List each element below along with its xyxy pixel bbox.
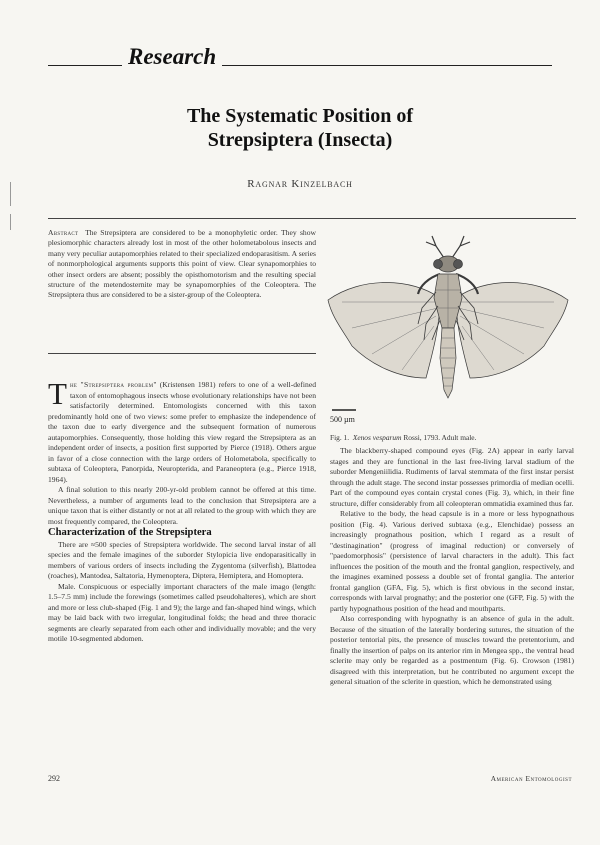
right-paragraph-1: The blackberry-shaped compound eyes (Fig. 2A) appear in early larval stages and they are functional in the last free-living larval stadium of the suborder Mengeniilidia. Rudiments of larval stemmata of the first instar persist through the adult stage. The second instar possesses primordia of median ocelli. Part of the compound eyes contain crystal cones (Fig. 3), which, in their fine structure, differ considerably from all coleopteran ommatidia examined thus far.: [330, 446, 574, 508]
intro-text: (Kristensen 1981) refers to one of a well-defined taxon of entomophagous insects whose evolutionary relationships have not been satisfactorily determined. Entomologists concerned with this taxon predominantly hold one of two views: some prefer to emphasize the independence of the taxon due to early divergence and the subsequent formation of numerous autapomorphies. Consequently, those holding this view regard the Strepsiptera as an independent order of insects, a position first supported by Pierce (1918). Others argue in favor of a close connection with the large orders of Holometabola, specifically to subtaxa of Coleoptera, Panorpida, Neuropterida, and Paraneoptera (e.g., Pierce 1918, 1964).: [48, 380, 316, 484]
paragraph-4: Male. Conspicuous or especially important characters of the male imago (length: 1.5–7.5 mm) include the forewings (sometimes called pseudohalteres), which are short and more or less club-shaped (Fig. 1 and 9); the large and fan-shaped hind wings, which may be laid back with two irregular, longitudinal folds; the head and three thoracic segments are clearly separated from each other and individually movable; and the very motile 10-segmented abdomen.: [48, 581, 316, 643]
left-antenna: [426, 236, 444, 258]
author-name: Ragnar Kinzelbach: [247, 178, 353, 190]
scan-mark: [10, 214, 11, 230]
scale-label: 500 µm: [330, 415, 355, 424]
paragraph-2: A final solution to this nearly 200-yr-old problem cannot be offered at this time. Nevertheless, a number of arguments lead to the conclusion that Strepsiptera are a unique taxon that is either distantly or not at all related to the group with which they are most frequently compared, the Coleoptera.: [48, 485, 316, 526]
insect-illustration: [328, 236, 568, 398]
caption-prefix: Fig. 1.: [330, 433, 350, 442]
right-hind-wing: [456, 283, 568, 379]
right-column: [330, 446, 574, 688]
scan-mark: [10, 182, 11, 206]
right-paragraph-2: Relative to the body, the head capsule is in a more or less hypognathous position (Fig. 4). Various derived subtaxa (e.g., Elenchidae) possess an increasingly prognathous position, which I regard as a result of "destinagination" (progress of imaginal reduction) or conversely of "paedomorphosis" (persistence of larval characters in the adult). This fact influences the position of the mouth and the frontal ganglion, respectively, and the imagines examined possess a double set of frontal ganglia. The anterior frontal ganglion (GFA, Fig. 5), which is first obvious in the second instar, corresponds with larval prognathy; and the posterior one (GFP, Fig. 5) with the partly hypognathous position of the head and mouthparts.: [330, 509, 574, 613]
figure-caption: [330, 433, 570, 442]
left-hind-wing: [328, 283, 440, 379]
abstract-text: The Strepsiptera are considered to be a monophyletic order. They show plesiomorphic characters already lost in most of the other holometabolous insects and many very peculiar autapomorphies related to their specialized endoparasitism. A series of nonmorphological arguments supports this point of view. Clear synapomorphies to other insect orders are absent; possibly the opisthomotorism and the resulting special structure of the metendosternite may be synapomorphies of the Coleoptera. The Strepsiptera thus are considered to be a sister-group of the Coleoptera.: [48, 228, 316, 300]
abstract: [48, 228, 316, 301]
article-title: [90, 104, 510, 152]
right-paragraph-3: Also corresponding with hypognathy is an absence of gula in the adult. Because of the situation of the laterally bordering sutures, the situation of the posterior tentorial pits, the presence of muscles toward the pretentorium, and finally the insertion of palps on its anterior rim in Mengea spp., the ventral head sclerite may only be regarded as a postmentum (Fig. 6). Crowson (1981) disagreed with this interpretation, but he contributed no argument except the general situation of the sclerite in question, which he demonstrated using: [330, 614, 574, 686]
caption-species: Xenos vesparum: [352, 433, 402, 442]
paragraph-3: There are ≈500 species of Strepsiptera worldwide. The second larval instar of all species and the female imagines of the suborder Stylopicia live endoparasitically in members of various orders of insects including the Zygentoma (silverfish), Blattodea (roaches), Mantodea, Saltatoria, Hymenoptera, Diptera, Hemiptera, and Homoptera.: [48, 539, 316, 580]
left-column: [48, 376, 316, 645]
section-header: [0, 44, 600, 84]
title-line-2: Strepsiptera (Insecta): [207, 129, 393, 151]
caption-rest: Rossi, 1793. Adult male.: [403, 433, 477, 442]
top-divider: [48, 218, 576, 219]
section-label: Research: [122, 44, 222, 70]
section-heading: Characterization of the Strepsiptera: [48, 527, 212, 538]
insect-abdomen: [440, 328, 456, 398]
intro-paragraph: [48, 376, 316, 485]
xenos-figure: [322, 228, 574, 428]
journal-name: American Entomologist: [490, 774, 572, 783]
intro-lead: he "Strepsiptera problem": [69, 380, 157, 389]
right-antenna: [452, 236, 470, 258]
page-number: 292: [48, 774, 60, 783]
abstract-lead: Abstract: [48, 228, 79, 237]
abstract-divider: [48, 353, 316, 354]
title-line-1: The Systematic Position of: [186, 105, 414, 127]
drop-cap: T: [48, 376, 67, 411]
